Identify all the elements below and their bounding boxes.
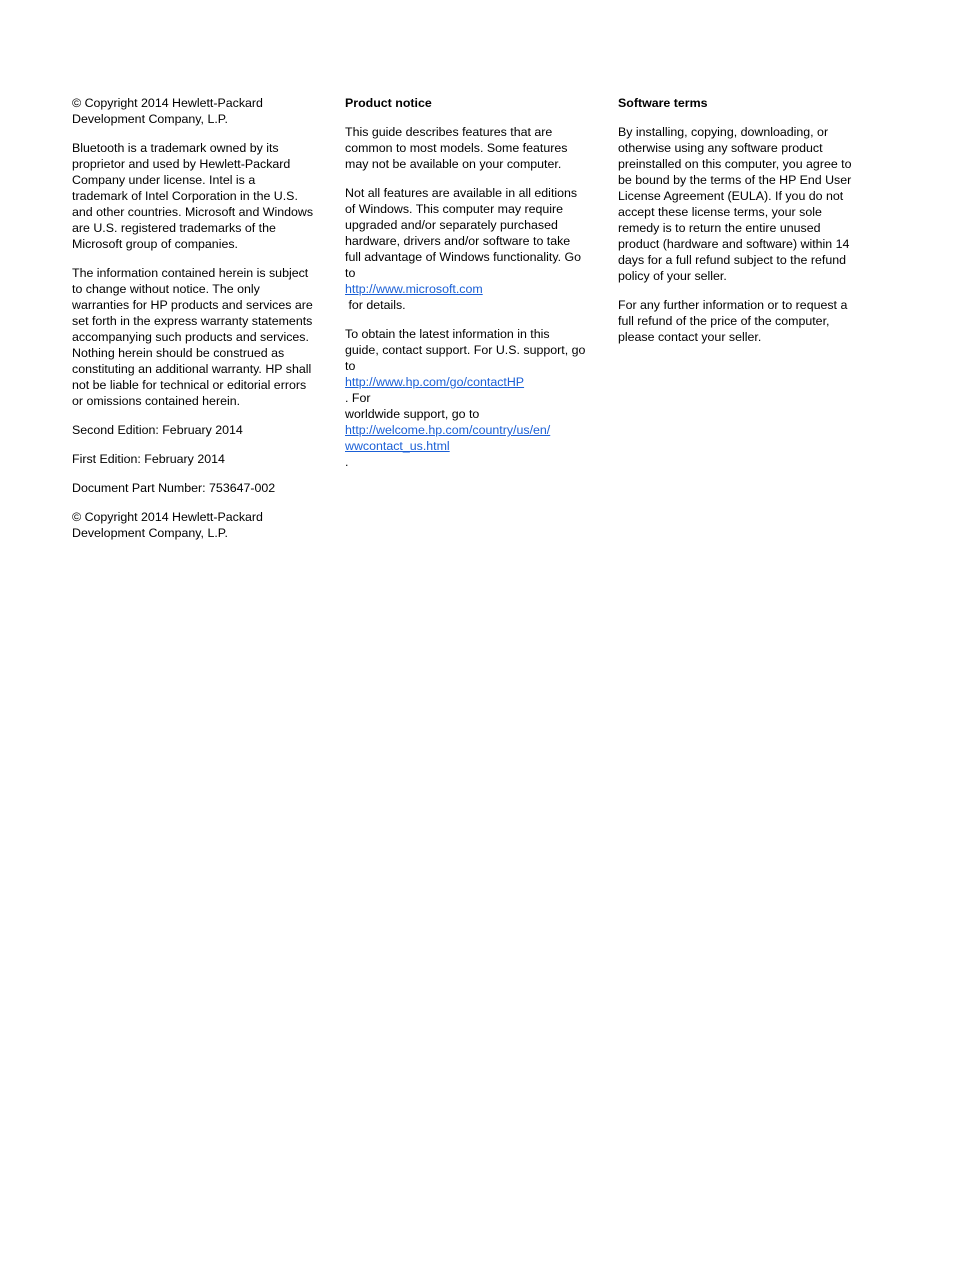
worldwide-support-link-continued[interactable]: wwcontact_us.html — [345, 439, 450, 453]
support-notice: To obtain the latest information in this guide, contact support. For U.S. support, go to http://www.hp.com/go/contactHP . For worldwide support, go to http://welcome.hp.com/country/us/en/ wwcontact_us.html . — [345, 327, 586, 469]
first-edition: First Edition: February 2014 — [72, 452, 225, 466]
copyright-notice-bottom: © Copyright 2014 Hewlett-Packard Development Company, L.P. — [72, 510, 263, 540]
worldwide-support-link[interactable]: http://welcome.hp.com/country/us/en/ — [345, 423, 551, 437]
second-edition: Second Edition: February 2014 — [72, 423, 243, 437]
windows-features-notice: Not all features are available in all editions of Windows. This computer may require upgraded and/or separately purchased hardware, drivers and/or software to take full advantage of Windows functionality. Go to http://www.microsoft.com for details. — [345, 186, 582, 312]
document-part-number: Document Part Number: 753647-002 — [72, 481, 276, 495]
product-notice-heading: Product notice — [345, 96, 432, 110]
software-terms-column — [618, 95, 874, 358]
product-notice-column — [345, 95, 601, 483]
refund-notice: For any further information or to request a full refund of the price of the computer, please contact your seller. — [618, 298, 848, 344]
bluetooth-trademark-notice: Bluetooth is a trademark owned by its proprietor and used by Hewlett-Packard Company under license. Intel is a trademark of Intel Corporation in the U.S. and other countries. Microsoft and Windows are U.S. registered trademarks of the Microsoft group of companies. — [72, 141, 314, 251]
guide-description: This guide describes features that are common to most models. Some features may not be available on your computer. — [345, 125, 568, 171]
legal-column — [72, 95, 328, 554]
information-disclaimer: The information contained herein is subject to change without notice. The only warranties for HP products and services are set forth in the express warranty statements accompanying such products and services. Nothing herein should be construed as constituting an additional warranty. HP shall not be liable for technical or editorial errors or omissions contained herein. — [72, 266, 313, 408]
copyright-notice-top: © Copyright 2014 Hewlett-Packard Development Company, L.P. — [72, 96, 263, 126]
eula-notice: By installing, copying, downloading, or otherwise using any software product preinstalled on this computer, you agree to be bound by the terms of the HP End User License Agreement (EULA). If you do not accept these license terms, your sole remedy is to return the entire unused product (hardware and software) within 14 days for a full refund subject to the refund policy of your seller. — [618, 125, 852, 283]
software-terms-heading: Software terms — [618, 96, 708, 110]
contact-hp-link[interactable]: http://www.hp.com/go/contactHP — [345, 375, 525, 389]
microsoft-link[interactable]: http://www.microsoft.com — [345, 282, 483, 296]
